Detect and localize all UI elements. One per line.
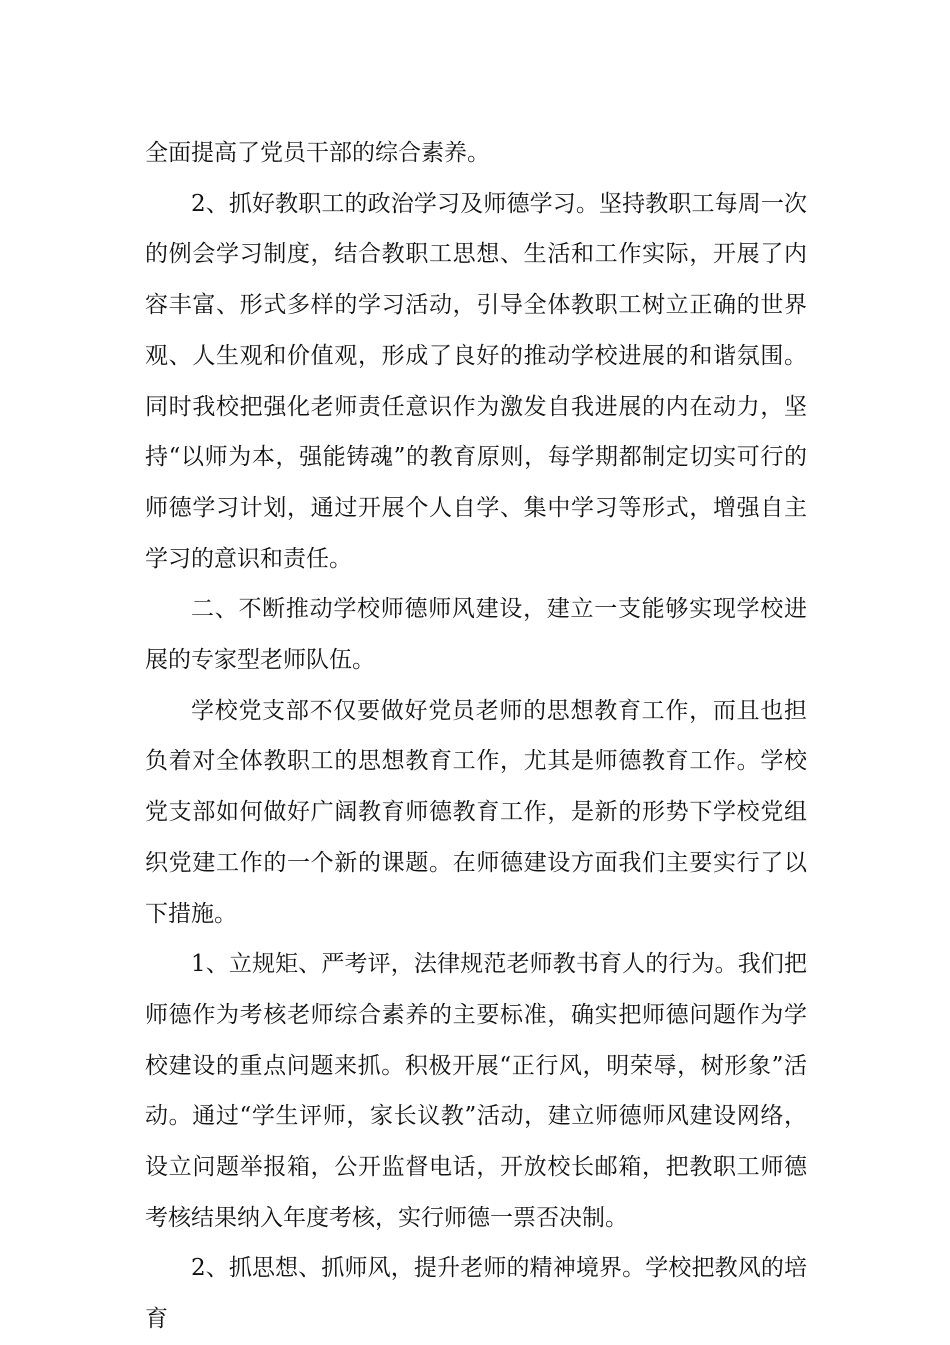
paragraph-rules-evaluation: 1、立规矩、严考评，法律规范老师教书育人的行为。我们把师德作为考核老师综合素养的主要标准，确实把师德问题作为学校建设的重点问题来抓。积极开展“正行风，明荣辱，树形象”活动。通过“学生评师，家长议教”活动，建立师德师风建设网络，设立问题举报箱，公开监督电话，开放校长邮箱，把教职工师德考核结果纳入年度考核，实行师德一票否决制。 [145,951,807,1231]
paragraph-party-branch: 学校党支部不仅要做好党员老师的思想教育工作，而且也担负着对全体教职工的思想教育工作，尤其是师德教育工作。学校党支部如何做好广阔教育师德教育工作，是新的形势下学校党组织党建工作的一个新的课题。在师德建设方面我们主要实行了以下措施。 [145,697,807,927]
paragraph-thought-style: 2、抓思想、抓师风，提升老师的精神境界。学校把教风的培育 [145,1255,807,1333]
paragraph-continuation: 全面提高了党员干部的综合素养。 [145,140,490,166]
document-body [145,128,807,1345]
section-heading-teacher-ethics: 二、不断推动学校师德师风建设，建立一支能够实现学校进展的专家型老师队伍。 [145,596,807,674]
paragraph-political-study: 2、抓好教职工的政治学习及师德学习。坚持教职工每周一次的例会学习制度，结合教职工思想、生活和工作实际，开展了内容丰富、形式多样的学习活动，引导全体教职工树立正确的世界观、人生观和价值观，形成了良好的推动学校进展的和谐氛围。同时我校把强化老师责任意识作为激发自我进展的内在动力，坚持“以师为本，强能铸魂”的教育原则，每学期都制定切实可行的师德学习计划，通过开展个人自学、集中学习等形式，增强自主学习的意识和责任。 [145,190,807,572]
